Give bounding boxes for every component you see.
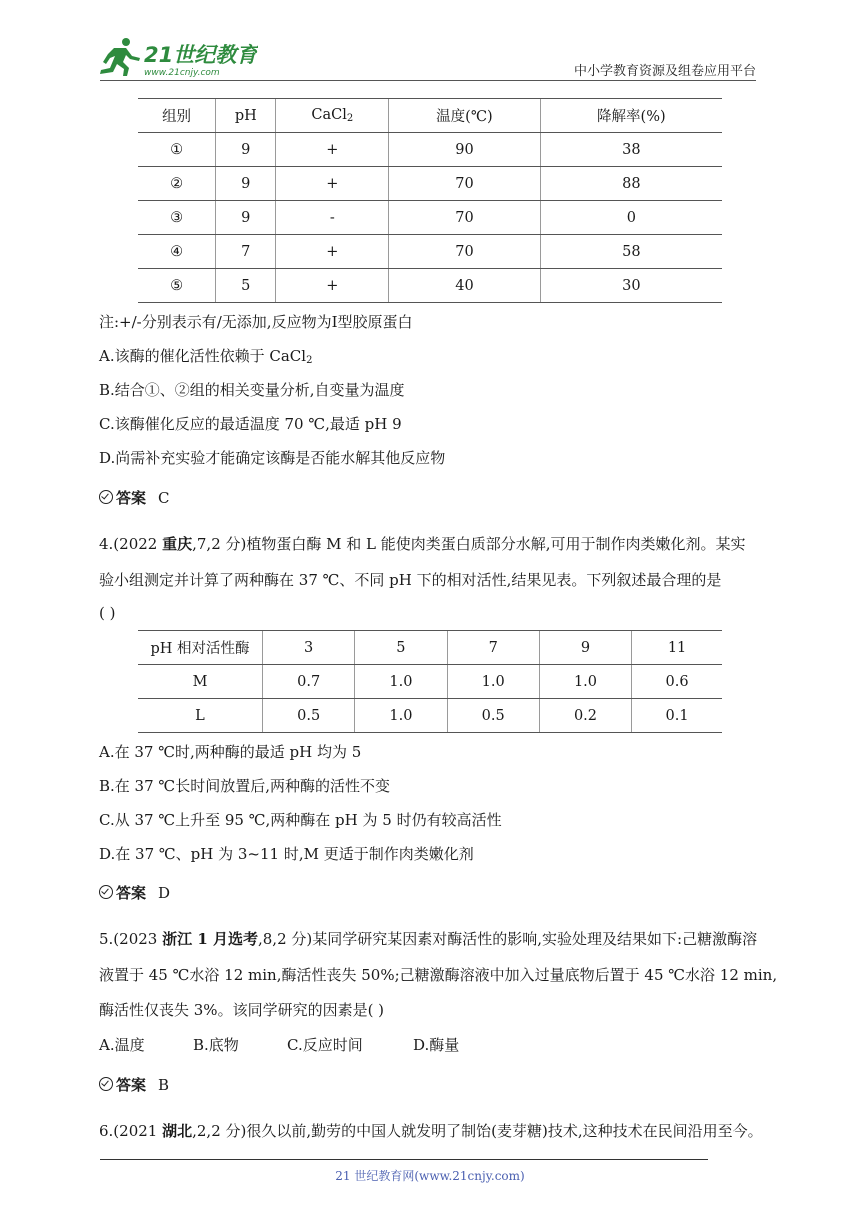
runner-icon [100, 38, 140, 76]
answer-value: D [158, 884, 171, 902]
q5-option-a: A.温度 [99, 1036, 145, 1054]
table-header-row [138, 99, 722, 133]
table-row [138, 665, 722, 699]
table-cell: 0.5 [447, 699, 539, 733]
q4-option-c: C.从 37 ℃上升至 95 ℃,两种酶在 pH 为 5 时仍有较高活性 [99, 811, 502, 829]
logo-text: 21世纪教育 [144, 43, 258, 67]
question-region: 湖北 [162, 1122, 193, 1140]
degradation-table [138, 98, 722, 303]
table-cell: 0 [540, 201, 722, 235]
table-cell: ② [138, 167, 216, 201]
table-cell: + [276, 235, 389, 269]
table-cell: 40 [389, 269, 540, 303]
table-cell: 58 [540, 235, 722, 269]
table-row [138, 269, 722, 303]
site-logo [96, 36, 258, 78]
footer-divider [100, 1159, 708, 1160]
table-header-cell: 3 [263, 631, 355, 665]
q3-answer [99, 487, 170, 508]
question-text: ,2,2 分)很久以前,勤劳的中国人就发明了制饴(麦芽糖)技术,这种技术在民间沿用至今。 [192, 1122, 763, 1140]
table-cell: 0.7 [263, 665, 355, 699]
table-header-cell: 9 [539, 631, 631, 665]
question-prefix: 6.(2021 [99, 1122, 163, 1140]
q4-answer [99, 882, 170, 903]
table-header-cell [276, 99, 389, 133]
table-cell: 0.1 [632, 699, 722, 733]
table-cell: 38 [540, 133, 722, 167]
q3-option-d: D.尚需补充实验才能确定该酶是否能水解其他反应物 [99, 449, 446, 467]
table-header-cell: 7 [447, 631, 539, 665]
table-cell: ① [138, 133, 216, 167]
question-text: ,7,2 分)植物蛋白酶 M 和 L 能使肉类蛋白质部分水解,可用于制作肉类嫩化剂。某实 [192, 535, 746, 553]
table-cell: ③ [138, 201, 216, 235]
table-header-cell: 5 [355, 631, 447, 665]
q6-stem-line1 [99, 1120, 763, 1141]
answer-label: 答案 [116, 489, 147, 507]
table-cell: - [276, 201, 389, 235]
check-circle-icon [99, 1077, 113, 1091]
table-cell: 1.0 [355, 665, 447, 699]
q5-option-b: B.底物 [193, 1036, 239, 1054]
table-header-row [138, 631, 722, 665]
cacl-subscript: 2 [346, 113, 354, 124]
table-row [138, 699, 722, 733]
q5-stem-line2: 液置于 45 ℃水浴 12 min,酶活性丧失 50%;己糖激酶溶液中加入过量底物后置于 45 ℃水浴 12 min, [99, 966, 778, 984]
q3-option-b: B.结合①、②组的相关变量分析,自变量为温度 [99, 381, 405, 399]
table-cell: 0.6 [632, 665, 722, 699]
table-cell: + [276, 133, 389, 167]
table-cell: 1.0 [355, 699, 447, 733]
table-row [138, 167, 722, 201]
table-cell: ⑤ [138, 269, 216, 303]
table-cell: 90 [389, 133, 540, 167]
q5-options [99, 1034, 459, 1055]
table-cell: 88 [540, 167, 722, 201]
q5-answer [99, 1074, 169, 1095]
table-cell: L [138, 699, 263, 733]
header-divider [100, 80, 756, 81]
answer-label: 答案 [116, 1076, 147, 1094]
q3-note: 注:+/-分别表示有/无添加,反应物为Ⅰ型胶原蛋白 [99, 313, 413, 331]
table-cell: 70 [389, 167, 540, 201]
logo-url: www.21cnjy.com [144, 68, 220, 78]
table-row [138, 201, 722, 235]
answer-value: C [158, 489, 170, 507]
table-header-cell: 组别 [138, 99, 216, 133]
option-subscript: 2 [306, 355, 313, 366]
header-platform-text: 中小学教育资源及组卷应用平台 [573, 64, 756, 79]
table-cell: + [276, 167, 389, 201]
table-row [138, 133, 722, 167]
answer-value: B [158, 1076, 170, 1094]
q4-option-a: A.在 37 ℃时,两种酶的最适 pH 均为 5 [99, 743, 362, 761]
q3-option-a [99, 345, 312, 366]
q3-option-c: C.该酶催化反应的最适温度 70 ℃,最适 pH 9 [99, 415, 402, 433]
table-cell: 70 [389, 235, 540, 269]
question-prefix: 4.(2022 [99, 535, 163, 553]
check-circle-icon [99, 885, 113, 899]
enzyme-activity-table [138, 630, 722, 733]
q4-stem-line2: 验小组测定并计算了两种酶在 37 ℃、不同 pH 下的相对活性,结果见表。下列叙述最合理的是 [99, 571, 722, 589]
table-cell: 7 [216, 235, 276, 269]
q5-option-d: D.酶量 [413, 1036, 460, 1054]
q4-stem-line3: ( ) [99, 604, 116, 622]
table-header-cell: 11 [632, 631, 722, 665]
question-text: ,8,2 分)某同学研究某因素对酶活性的影响,实验处理及结果如下:己糖激酶溶 [258, 930, 758, 948]
option-text: A.该酶的催化活性依赖于 CaCl [99, 347, 307, 365]
table-header-cell: pH 相对活性酶 [138, 631, 263, 665]
table-header-cell: 温度(℃) [389, 99, 540, 133]
table-cell: 5 [216, 269, 276, 303]
table-cell: 9 [216, 167, 276, 201]
footer-link[interactable]: 21 世纪教育网(www.21cnjy.com) [335, 1169, 525, 1183]
table-cell: 9 [216, 133, 276, 167]
answer-label: 答案 [116, 884, 147, 902]
q5-stem-line3: 酶活性仅丧失 3%。该同学研究的因素是( ) [99, 1001, 385, 1019]
table-cell: 30 [540, 269, 722, 303]
q4-stem-line1 [99, 533, 746, 554]
check-circle-icon [99, 490, 113, 504]
table-cell: 1.0 [447, 665, 539, 699]
question-region: 重庆 [162, 535, 193, 553]
table-cell: 9 [216, 201, 276, 235]
table-cell: + [276, 269, 389, 303]
table-cell: 1.0 [539, 665, 631, 699]
cacl-text: CaCl [311, 107, 347, 123]
q5-option-c: C.反应时间 [287, 1036, 363, 1054]
table-cell: 0.2 [539, 699, 631, 733]
table-cell: 0.5 [263, 699, 355, 733]
q4-option-b: B.在 37 ℃长时间放置后,两种酶的活性不变 [99, 777, 390, 795]
question-region: 浙江 1 月选考 [162, 930, 258, 948]
table-header-cell: pH [216, 99, 276, 133]
question-prefix: 5.(2023 [99, 930, 163, 948]
table-cell: ④ [138, 235, 216, 269]
table-cell: M [138, 665, 263, 699]
q4-option-d: D.在 37 ℃、pH 为 3~11 时,M 更适于制作肉类嫩化剂 [99, 845, 474, 863]
table-row [138, 235, 722, 269]
q5-stem-line1 [99, 928, 757, 949]
table-cell: 70 [389, 201, 540, 235]
table-header-cell: 降解率(%) [540, 99, 722, 133]
